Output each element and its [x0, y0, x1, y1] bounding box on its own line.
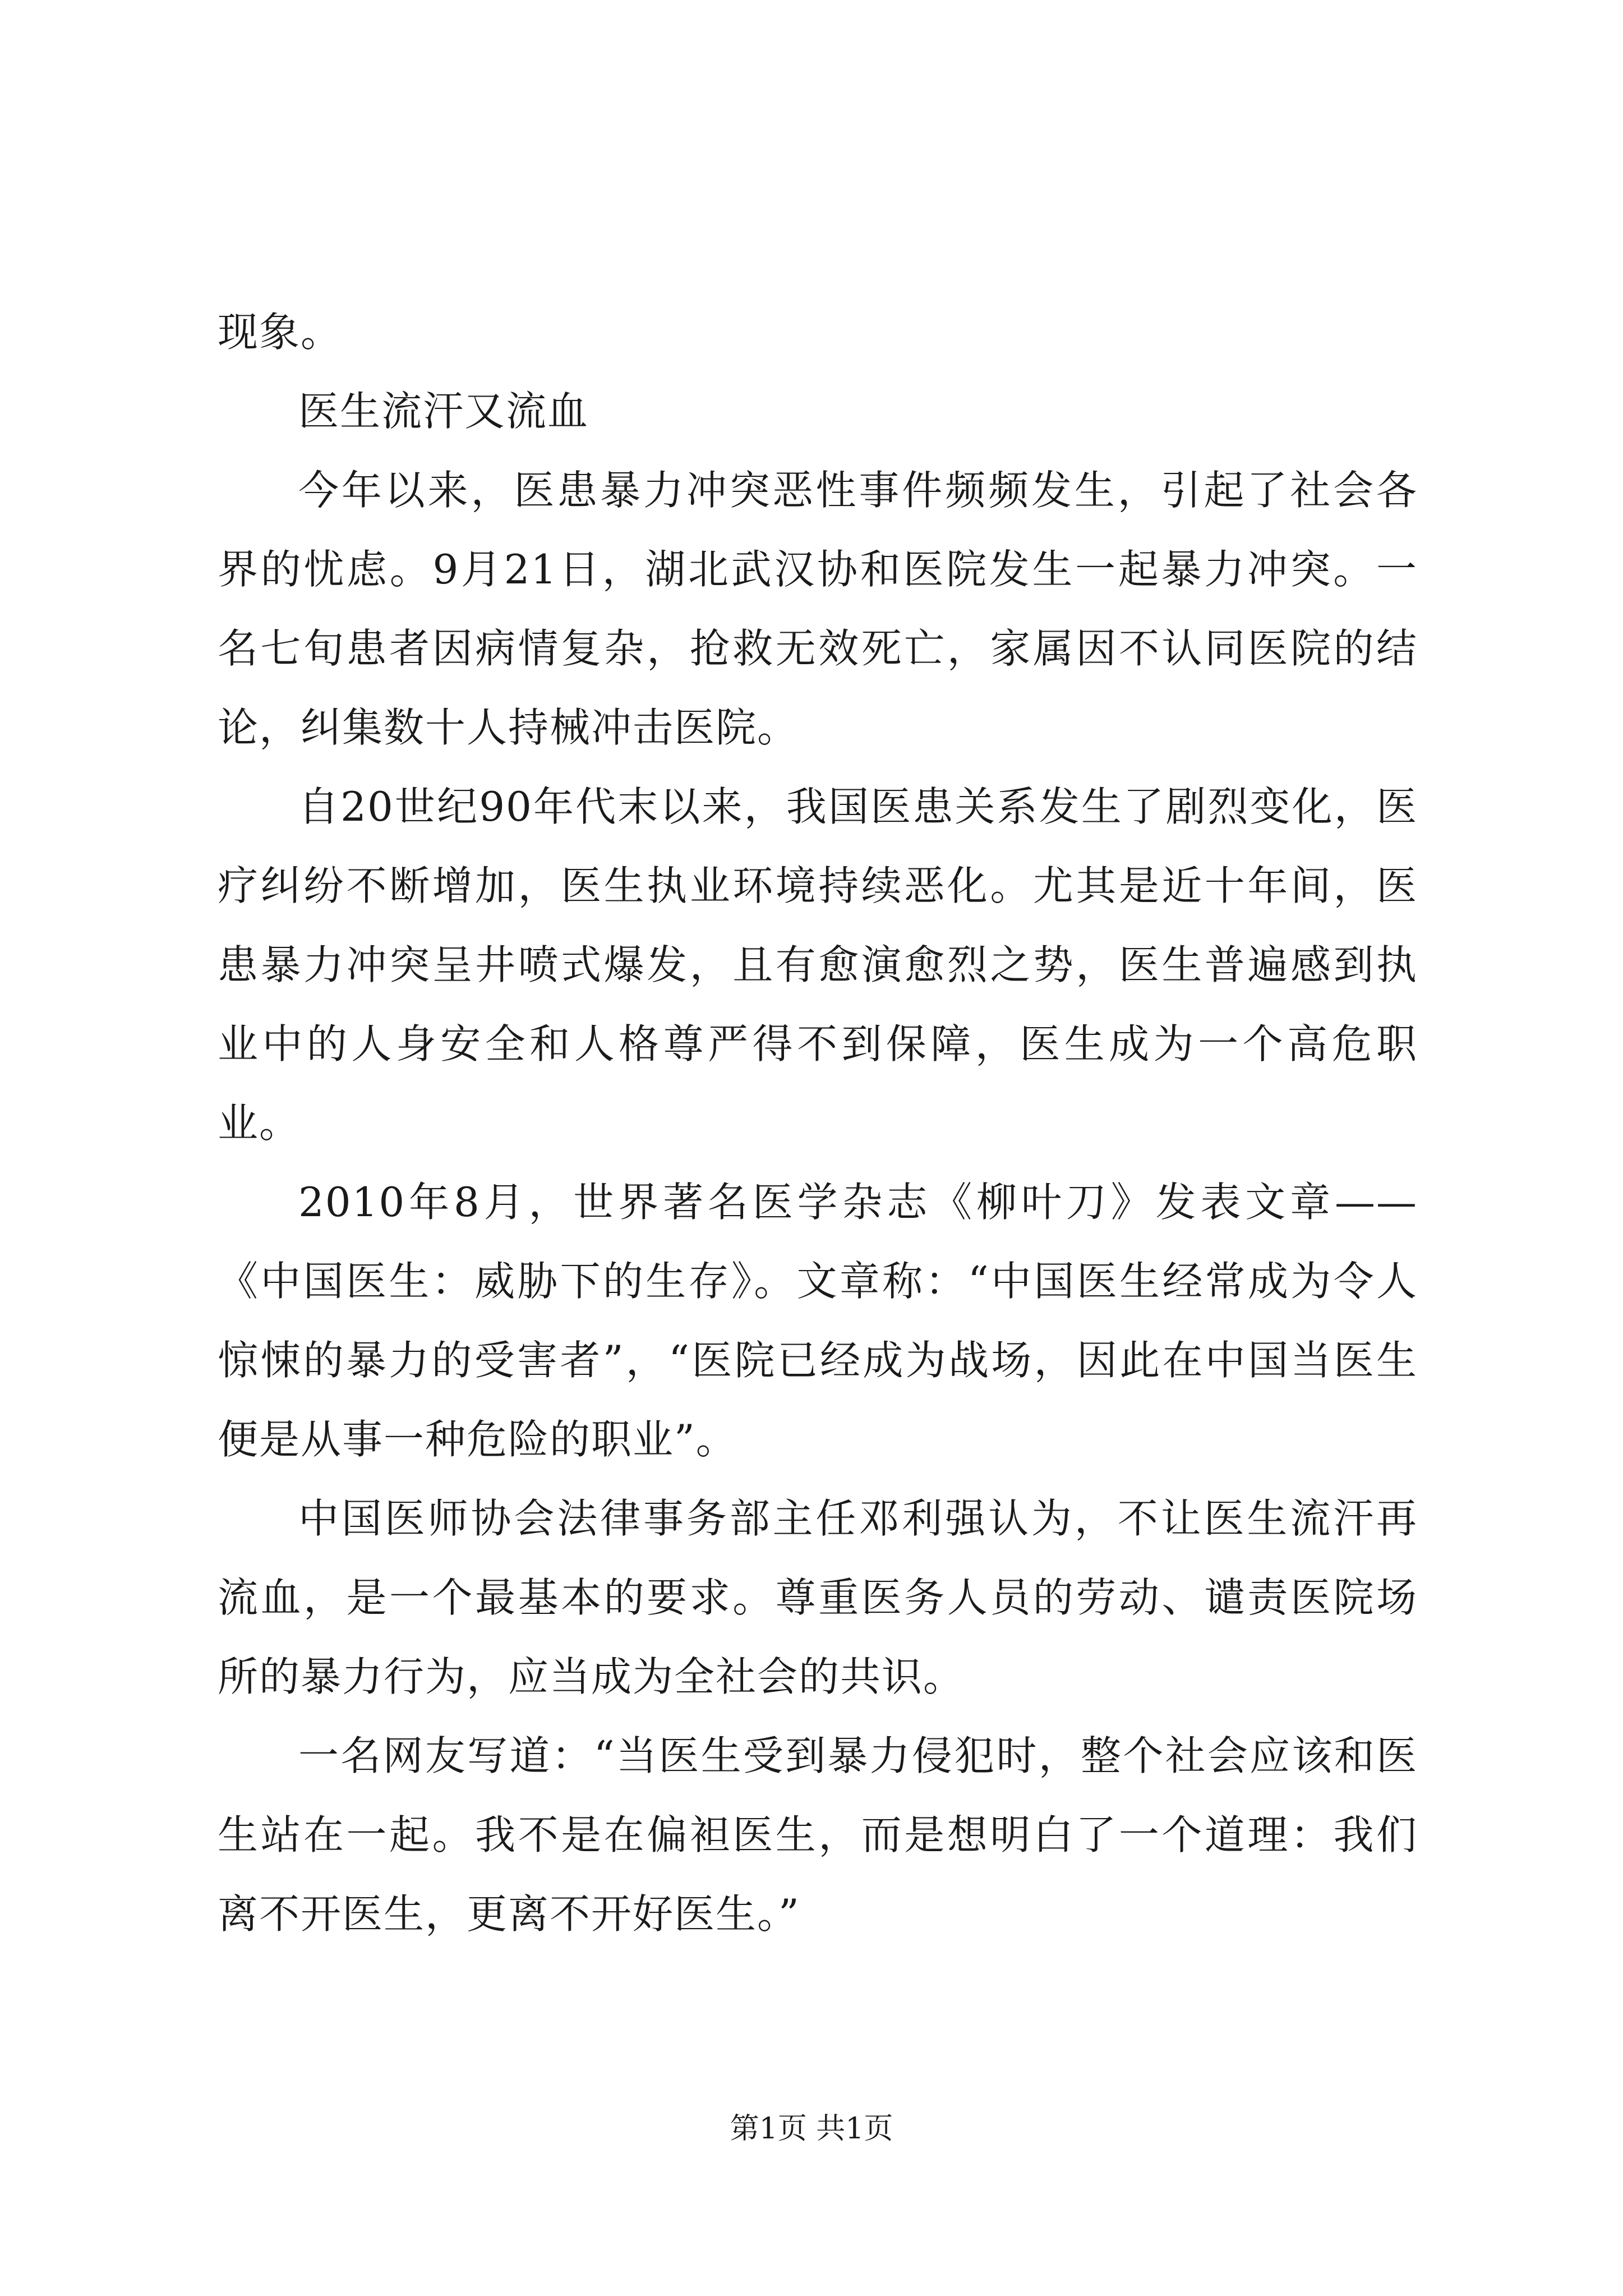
paragraph: 2010年8月，世界著名医学杂志《柳叶刀》发表文章——《中国医生：威胁下的生存》。文章称：“中国医生经常成为令人惊悚的暴力的受害者”，“医院已经成为战场，因此在中国当医生便是从事一种危险的职业”。: [218, 1179, 1418, 1463]
paragraph-continuation: 现象。: [218, 309, 343, 356]
paragraph: 中国医师协会法律事务部主任邓利强认为，不让医生流汗再流血，是一个最基本的要求。尊重医务人员的劳动、谴责医院场所的暴力行为，应当成为全社会的共识。: [218, 1495, 1418, 1700]
page-footer: 第1页 共1页: [730, 2112, 893, 2146]
document-body: [218, 293, 1418, 1954]
paragraph: 今年以来，医患暴力冲突恶性事件频频发生，引起了社会各界的忧虑。9月21日，湖北武汉协和医院发生一起暴力冲突。一名七旬患者因病情复杂，抢救无效死亡，家属因不认同医院的结论，纠集数十人持械冲击医院。: [218, 467, 1418, 751]
paragraph: 一名网友写道：“当医生受到暴力侵犯时，整个社会应该和医生站在一起。我不是在偏袒医生，而是想明白了一个道理：我们离不开医生，更离不开好医生。”: [218, 1732, 1418, 1938]
section-heading: 医生流汗又流血: [298, 388, 589, 435]
paragraph: 自20世纪90年代末以来，我国医患关系发生了剧烈变化，医疗纠纷不断增加，医生执业环境持续恶化。尤其是近十年间，医患暴力冲突呈井喷式爆发，且有愈演愈烈之势，医生普遍感到执业中的人身安全和人格尊严得不到保障，医生成为一个高危职业。: [218, 783, 1418, 1147]
